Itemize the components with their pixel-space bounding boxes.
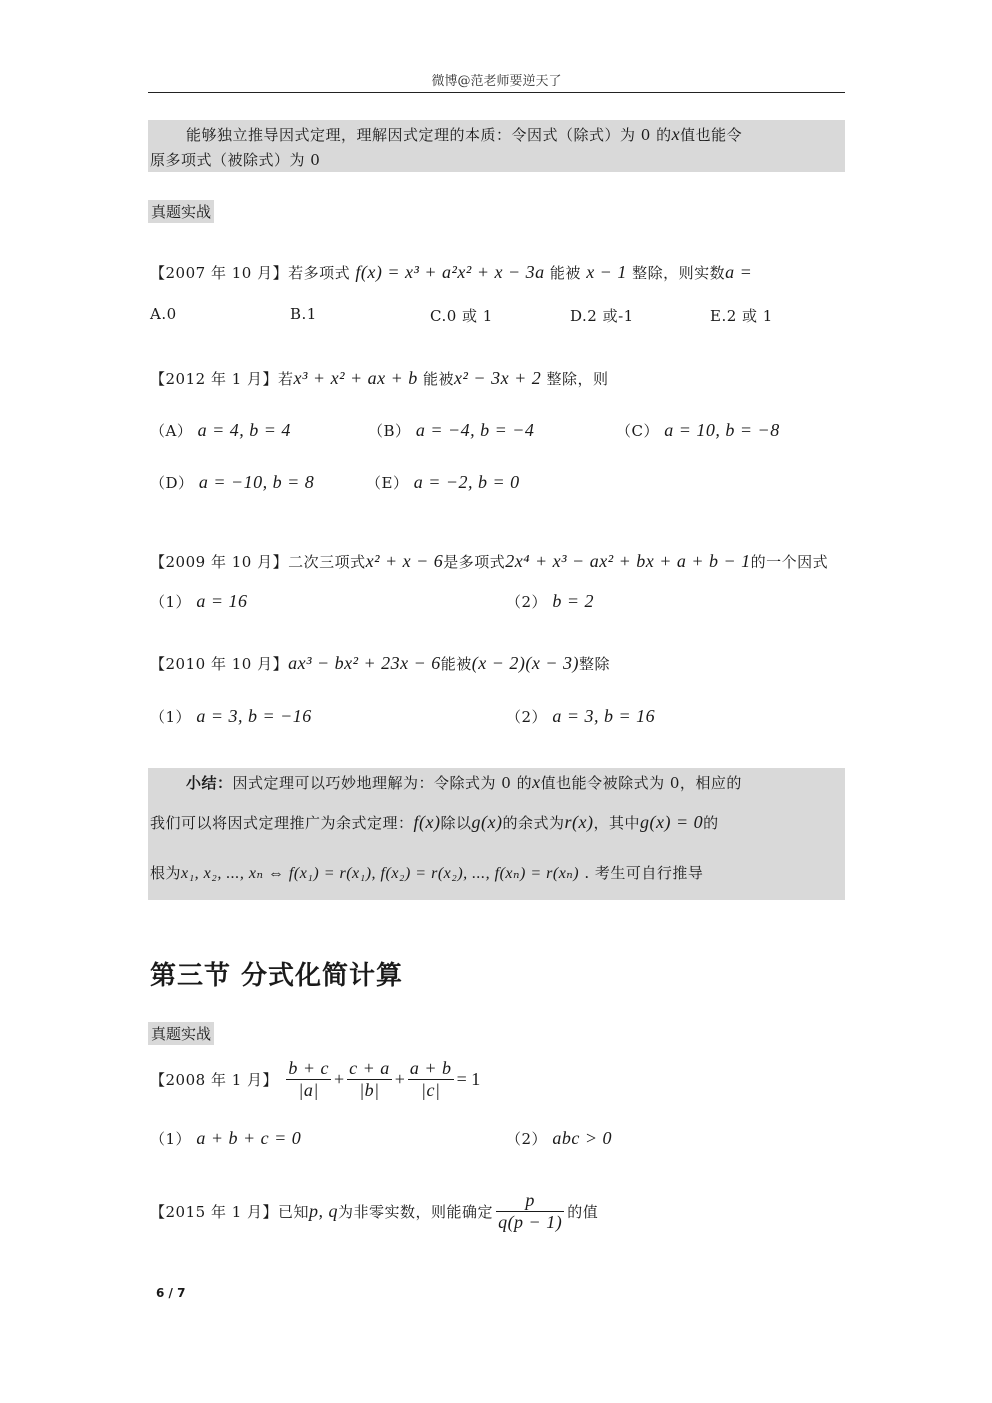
option-a: A.0 (150, 305, 177, 323)
question-2015-jan: 【2015 年 1 月】已知p, q为非零实数，则能确定 $\frac{p}{q(p - 1)}$ 的值 (150, 1190, 599, 1232)
condition-1: （1） a = 16 (150, 591, 248, 611)
fraction-1: $\frac{b + c}{|a|}$ (288, 1058, 329, 1100)
summary-line-1: 小结：因式定理可以巧妙地理解为：令除式为 0 的x值也能令被除式为 0，相应的 (186, 772, 742, 792)
option-a: （A） a = 4, b = 4 (150, 420, 291, 440)
condition-1: （1） a + b + c = 0 (150, 1128, 302, 1148)
condition-2: （2） a = 3, b = 16 (506, 706, 656, 726)
option-b: B.1 (290, 305, 317, 323)
condition-1: （1） a = 3, b = −16 (150, 706, 312, 726)
condition-2: （2） abc > 0 (506, 1128, 612, 1148)
intro-line-1: 能够独立推导因式定理，理解因式定理的本质：令因式（除式）为 0 的x值也能令 (186, 124, 743, 144)
section-title: 第三节 分式化简计算 (150, 961, 404, 991)
option-e: （E） a = −2, b = 0 (366, 472, 520, 492)
page-header: 微博@范老师要逆天了 (431, 74, 562, 89)
question-2009-oct: 【2009 年 10 月】二次三项式x² + x − 6是多项式2x⁴ + x³ − ax² + bx + a + b − 1的一个因式 (150, 551, 829, 571)
intro-line-2: 原多项式（被除式）为 0 (150, 151, 321, 169)
section-tag-practice: 真题实战 (148, 200, 214, 223)
condition-2: （2） b = 2 (506, 591, 594, 611)
fraction-2: $\frac{c + a}{|b|}$ (349, 1058, 390, 1100)
fraction-3: $\frac{a + b}{|c|}$ (409, 1058, 452, 1100)
question-2008-jan: 【2008 年 1 月】 $\frac{b + c}{|a|}$ + $\frac{c + a}{|b|}$ + $\frac{a + b}{|c|}$ = 1 (150, 1058, 481, 1100)
section-tag-practice-2: 真题实战 (148, 1022, 214, 1045)
header-rule (148, 92, 845, 93)
option-c: （C） a = 10, b = −8 (616, 420, 780, 440)
option-c: C.0 或 1 (430, 307, 493, 325)
option-b: （B） a = −4, b = −4 (368, 420, 535, 440)
option-e: E.2 或 1 (710, 307, 773, 325)
summary-line-3: 根为x₁, x₂, ..., xₙ ⇔ f(x₁) = r(x₁), f(x₂) = r(x₂), ..., f(xₙ) = r(xₙ) . 考生可自行推导 (150, 864, 704, 882)
page-number: 6 / 7 (156, 1286, 186, 1300)
question-2010-oct: 【2010 年 10 月】ax³ − bx² + 23x − 6能被(x − 2)(x − 3)整除 (150, 653, 611, 673)
question-2012-jan: 【2012 年 1 月】若x³ + x² + ax + b 能被x² − 3x + 2 整除，则 (150, 368, 609, 388)
option-d: （D） a = −10, b = 8 (150, 472, 315, 492)
fraction-p-over-q: $\frac{p}{q(p - 1)}$ (498, 1190, 563, 1232)
option-d: D.2 或-1 (570, 307, 634, 325)
summary-line-2: 我们可以将因式定理推广为余式定理：f(x)除以g(x)的余式为r(x)，其中g(x) = 0的 (150, 812, 719, 832)
question-2007-oct: 【2007 年 10 月】若多项式 f(x) = x³ + a²x² + x − 3a 能被 x − 1 整除，则实数a = (150, 262, 753, 282)
